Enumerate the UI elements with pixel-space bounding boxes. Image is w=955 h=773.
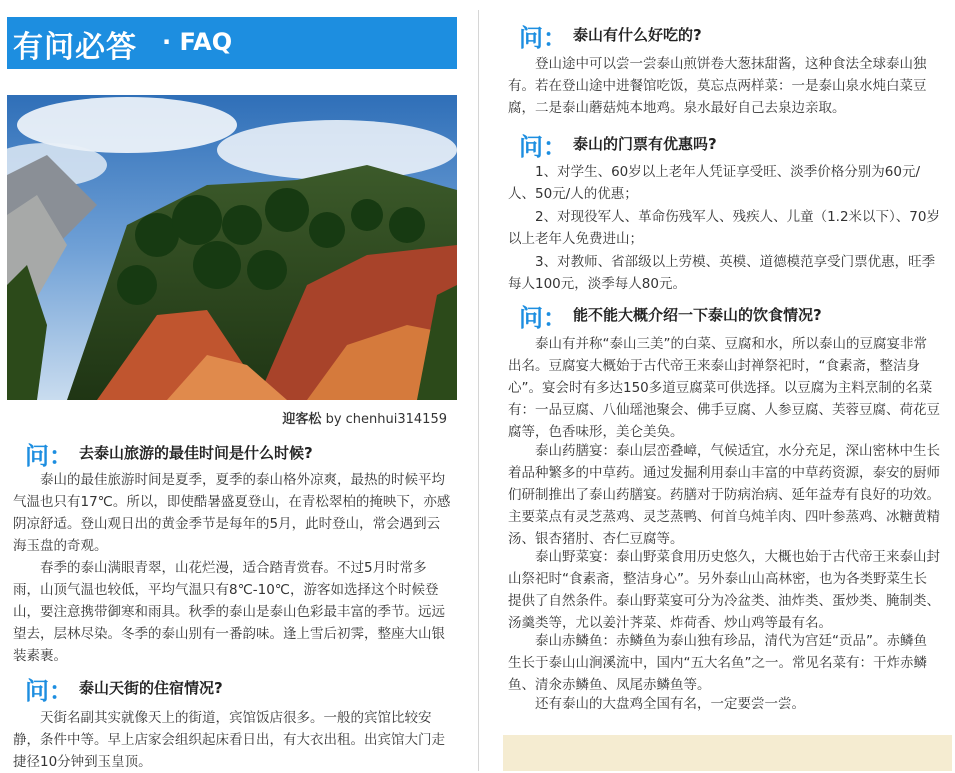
answer-paragraph: 3、对教师、省部级以上劳模、英模、道德模范享受门票优惠，旺季每人100元，淡季每人80元。 (508, 254, 936, 292)
question-mark-label: 问： (519, 304, 567, 332)
answer-paragraph: 泰山的最佳旅游时间是夏季，夏季的泰山格外凉爽，最热的时候平均气温也只有17℃。所以，即使酷暑盛夏登山，在青松翠柏的掩映下，亦感阴凉舒适。登山观日出的黄金季节是每年的5月，此时登山，常会遇到云海玉盘的奇观。 (13, 472, 451, 554)
answer-paragraph: 泰山有并称“泰山三美”的白菜、豆腐和水，所以泰山的豆腐宴非常出名。豆腐宴大概始于古代帝王来泰山封禅祭祀时，“食素斋，整洁身心”。宴会时有多达150多道豆腐菜可供选择。以豆腐为主料烹制的名菜有：一品豆腐、八仙瑶池聚会、佛手豆腐、人参豆腐、芙蓉豆腐、荷花豆腐等，色香味形，美仑美奂。 (508, 336, 940, 440)
question-text: 泰山的门票有优惠吗? (573, 135, 717, 153)
question-mark-label: 问： (25, 442, 73, 470)
answer-paragraph: 泰山赤鳞鱼：赤鳞鱼为泰山独有珍品，清代为宫廷“贡品”。赤鳞鱼生长于泰山山涧溪流中，国内“五大名鱼”之一。常见名菜有：干炸赤鳞鱼、清氽赤鳞鱼、凤尾赤鳞鱼等。 (508, 633, 927, 693)
decorative-footer-box (503, 735, 952, 771)
answer-paragraph: 泰山药膳宴：泰山层峦叠嶂，气候适宜，水分充足，深山密林中生长着品种繁多的中草药。通过发掘利用泰山丰富的中草药资源，泰安的厨师们研制推出了泰山药膳宴。药膳对于防病治病、延年益寿有良好的功效。主要菜点有灵芝蒸鸡、灵芝蒸鸭、何首乌炖羊肉、四叶参蒸鸡、冰糖黄精汤、银杏猪肘、杏仁豆腐等。 (508, 443, 940, 547)
photo-caption (282, 408, 447, 427)
question-text: 去泰山旅游的最佳时间是什么时候? (79, 444, 313, 462)
mountain-photo (7, 95, 457, 400)
banner-title-cn: 有问必答 (13, 30, 137, 65)
question-text: 能不能大概介绍一下泰山的饮食情况? (573, 306, 822, 324)
answer-paragraph: 春季的泰山满眼青翠，山花烂漫，适合踏青赏春。不过5月时常多雨，山顶气温也较低，平均气温只有8℃-10℃，游客如选择这个时候登山，要注意携带御寒和雨具。秋季的泰山是泰山色彩最丰富的季节。远远望去，层林尽染。冬季的泰山别有一番韵味。逢上雪后初霁，整座大山银装素裹。 (13, 560, 445, 664)
question-text: 泰山天街的住宿情况? (79, 679, 223, 697)
caption-name: 迎客松 (282, 412, 322, 427)
banner-title-en: · FAQ (162, 28, 233, 56)
faq-banner (7, 17, 457, 69)
column-divider (478, 10, 479, 771)
answer-paragraph: 1、对学生、60岁以上老年人凭证享受旺、淡季价格分别为60元/人、50元/人的优惠； (508, 164, 920, 202)
question-mark-label: 问： (519, 133, 567, 161)
answer-paragraph: 还有泰山的大盘鸡全国有名，一定要尝一尝。 (535, 696, 805, 712)
answer-paragraph: 泰山野菜宴：泰山野菜食用历史悠久，大概也始于古代帝王来泰山封山祭祀时“食素斋，整洁身心”。另外泰山山高林密，也为各类野菜生长提供了自然条件。泰山野菜宴可分为冷盆类、油炸类、蛋炒类、腌制类、汤羹类等，尤以姜汁荠菜、炸荷香、炒山鸡等最有名。 (508, 549, 940, 631)
answer-paragraph: 登山途中可以尝一尝泰山煎饼卷大葱抹甜酱，这种食法全球泰山独有。若在登山途中进餐馆吃饭，莫忘点两样菜：一是泰山泉水炖白菜豆腐，二是泰山蘑菇炖本地鸡。泉水最好自己去泉边亲取。 (508, 56, 927, 116)
answer-paragraph: 天街名副其实就像天上的街道，宾馆饭店很多。一般的宾馆比较安静，条件中等。早上店家会组织起床看日出，有大衣出租。出宾馆大门走捷径10分钟到玉皇顶。 (13, 710, 445, 770)
question-mark-label: 问： (519, 24, 567, 52)
answer-paragraph: 2、对现役军人、革命伤残军人、残疾人、儿童（1.2米以下）、70岁以上老年人免费进山； (508, 209, 940, 247)
question-mark-label: 问： (25, 677, 73, 705)
question-text: 泰山有什么好吃的? (573, 26, 702, 44)
caption-author: by chenhui314159 (321, 412, 447, 427)
